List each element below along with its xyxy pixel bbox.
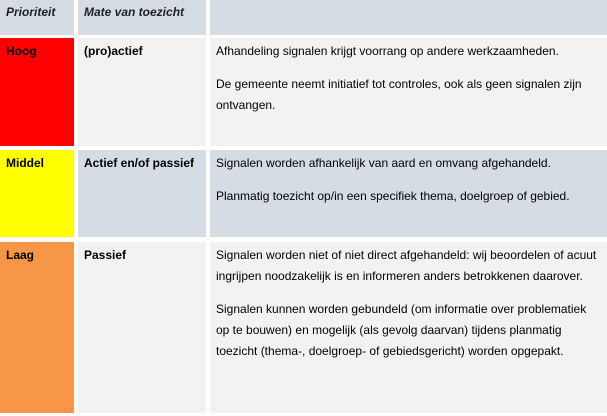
priority-high: Hoog bbox=[0, 38, 74, 146]
header-supervision-level: Mate van toezicht bbox=[78, 0, 206, 35]
description-paragraph: Signalen worden niet of niet direct afgehandeld: wij beoordelen of acuut ingrijpen noodzakelijk is en informeren anders betrokkenen daarover. bbox=[216, 248, 597, 283]
level-high: (pro)actief bbox=[78, 38, 206, 146]
priority-medium: Middel bbox=[0, 150, 74, 237]
description-paragraph: De gemeente neemt initiatief tot controles, ook als geen signalen zijn ontvangen. bbox=[216, 77, 582, 112]
description-paragraph: Signalen worden afhankelijk van aard en omvang afgehandeld. bbox=[216, 156, 551, 170]
description-low bbox=[210, 242, 607, 413]
priority-low: Laag bbox=[0, 242, 74, 413]
description-paragraph: Planmatig toezicht op/in een specifiek thema, doelgroep of gebied. bbox=[216, 189, 570, 203]
header-priority: Prioriteit bbox=[0, 0, 74, 35]
level-medium: Actief en/of passief bbox=[78, 150, 206, 237]
description-paragraph: Afhandeling signalen krijgt voorrang op andere werkzaamheden. bbox=[216, 44, 559, 58]
description-paragraph: Signalen kunnen worden gebundeld (om informatie over problematiek op te bouwen) en mogelijk (als gevolg daarvan) tijdens planmatig toezicht (thema-, doelgroep- of gebiedsgericht) worden opgepakt. bbox=[216, 302, 587, 358]
level-low: Passief bbox=[78, 242, 206, 413]
header-description bbox=[210, 0, 607, 35]
description-high bbox=[210, 38, 607, 146]
description-medium bbox=[210, 150, 607, 237]
